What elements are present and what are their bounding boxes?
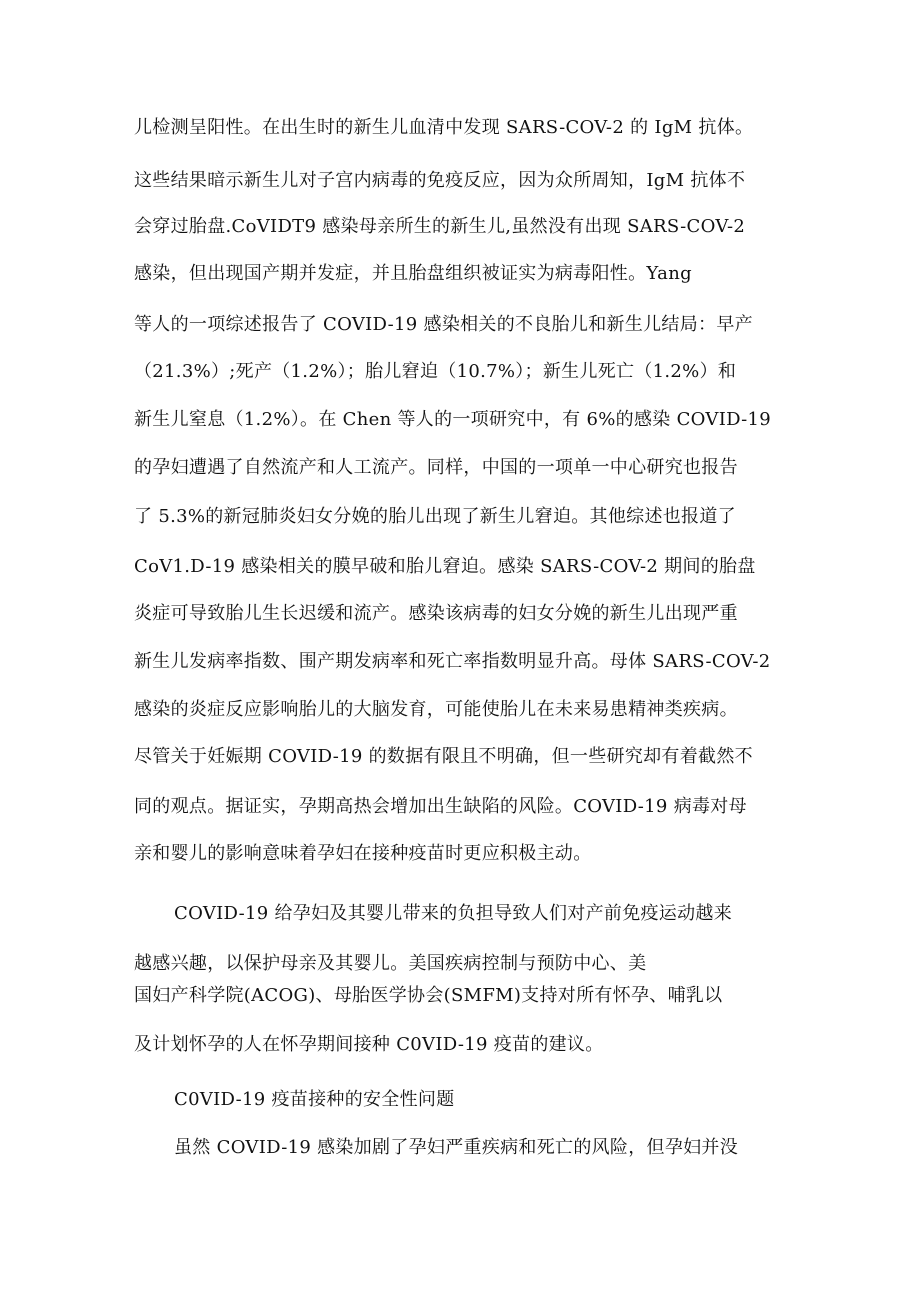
- text-line: 炎症可导致胎儿生长迟缓和流产。感染该病毒的妇女分娩的新生儿出现严重: [134, 603, 738, 624]
- text-line: 及计划怀孕的人在怀孕期间接种 C0VID-19 疫苗的建议。: [134, 1034, 604, 1055]
- text-line: 国妇产科学院(ACOG)、母胎医学协会(SMFM)支持对所有怀孕、哺乳以: [134, 985, 723, 1006]
- text-line: 感染的炎症反应影响胎儿的大脑发育，可能使胎儿在未来易患精神类疾病。: [134, 699, 738, 720]
- text-line: 越感兴趣，以保护母亲及其婴儿。美国疾病控制与预防中心、美: [134, 953, 647, 974]
- text-line: 同的观点。据证实，孕期高热会增加出生缺陷的风险。COVID-19 病毒对母: [134, 796, 747, 817]
- text-line: CoV1.D-19 感染相关的膜早破和胎儿窘迫。感染 SARS-COV-2 期间的胎盘: [134, 556, 756, 577]
- text-line: 了 5.3%的新冠肺炎妇女分娩的胎儿出现了新生儿窘迫。其他综述也报道了: [134, 506, 736, 527]
- text-line: 新生儿窒息（1.2%）。在 Chen 等人的一项研究中，有 6%的感染 COVID-19: [134, 409, 772, 430]
- text-line: 的孕妇遭遇了自然流产和人工流产。同样，中国的一项单一中心研究也报告: [134, 457, 738, 478]
- text-line: 尽管关于妊娠期 COVID-19 的数据有限且不明确，但一些研究却有着截然不: [134, 746, 753, 767]
- text-line: 亲和婴儿的影响意味着孕妇在接种疫苗时更应积极主动。: [134, 843, 592, 864]
- text-line: 等人的一项综述报告了 COVID-19 感染相关的不良胎儿和新生儿结局：早产: [134, 314, 753, 335]
- text-line: 虽然 COVID-19 感染加剧了孕妇严重疾病和死亡的风险，但孕妇并没: [174, 1137, 739, 1158]
- text-line: COVID-19 给孕妇及其婴儿带来的负担导致人们对产前免疫运动越来: [174, 903, 732, 924]
- text-line: （21.3%）;死产（1.2%）；胎儿窘迫（10.7%）；新生儿死亡（1.2%）和: [134, 361, 737, 382]
- text-line: 儿检测呈阳性。在出生时的新生儿血清中发现 SARS-COV-2 的 IgM 抗体。: [134, 117, 754, 138]
- text-line: 会穿过胎盘.CoVIDT9 感染母亲所生的新生儿,虽然没有出现 SARS-COV-2: [134, 216, 746, 237]
- text-line: 这些结果暗示新生儿对子宫内病毒的免疫反应，因为众所周知，IgM 抗体不: [134, 170, 746, 191]
- text-line: 感染，但出现国产期并发症，并且胎盘组织被证实为病毒阳性。Yang: [134, 263, 692, 284]
- text-line: 新生儿发病率指数、围产期发病率和死亡率指数明显升高。母体 SARS-COV-2: [134, 651, 771, 672]
- section-heading: C0VID-19 疫苗接种的安全性问题: [174, 1089, 455, 1110]
